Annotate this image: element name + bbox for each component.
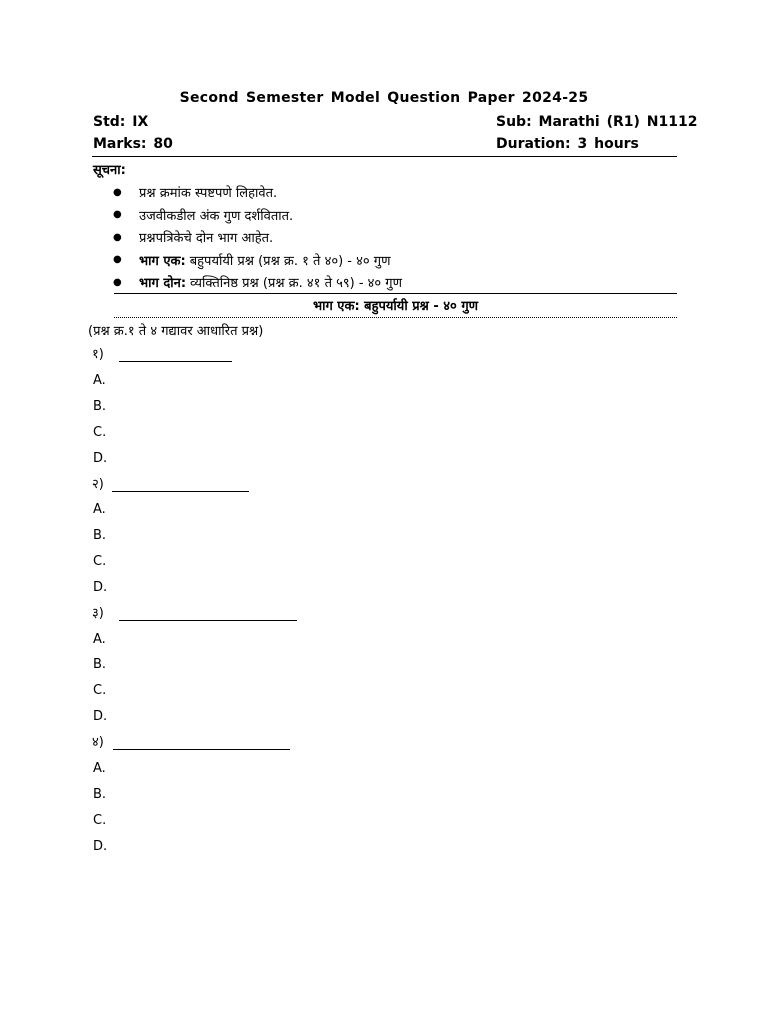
notice-item [113, 181, 402, 204]
question-number-label: १) [92, 347, 104, 362]
option-label: A. [93, 632, 106, 647]
notice-heading: सूचना: [93, 163, 126, 178]
notice-item [113, 271, 402, 294]
answer-blank [113, 749, 290, 750]
bullet-icon: ● [113, 231, 122, 243]
section-title: भाग एक: बहुपर्यायी प्रश्न - ४० गुण [312, 299, 479, 314]
option-label: B. [93, 528, 107, 543]
answer-blank [119, 361, 232, 362]
option-label: A. [93, 761, 106, 776]
option-label: C. [93, 425, 107, 440]
section-top-divider [114, 293, 677, 294]
question-number [92, 346, 104, 364]
option-label: D. [93, 451, 108, 466]
question-number-label: ३) [92, 606, 104, 621]
duration-label: Duration: 3 hours [496, 136, 639, 152]
notice-item-text: उजवीकडील अंक गुण दर्शवितात. [139, 208, 294, 224]
notice-item [113, 249, 402, 272]
question-number-label: २) [92, 477, 104, 492]
header-divider [92, 156, 677, 157]
marks-label: Marks: 80 [93, 136, 173, 152]
question-number [92, 605, 104, 623]
bullet-icon: ● [113, 209, 122, 221]
notice-item-bold: भाग दोन: [139, 276, 187, 292]
passage-note: (प्रश्न क्र.१ ते ४ गद्यावर आधारित प्रश्न) [88, 324, 264, 339]
bullet-icon: ● [113, 186, 122, 198]
notice-list [113, 181, 402, 294]
notice-item-text: बहुपर्यायी प्रश्न (प्रश्न क्र. १ ते ४०) - ४० गुण [189, 253, 391, 269]
answer-blank [112, 491, 249, 492]
option-label: D. [93, 580, 108, 595]
notice-item-text: प्रश्नपत्रिकेचे दोन भाग आहेत. [139, 231, 274, 247]
option-label: D. [93, 839, 108, 854]
option-label: C. [93, 683, 107, 698]
notice-item-text: प्रश्न क्रमांक स्पष्टपणे लिहावेत. [139, 186, 278, 202]
notice-item [113, 226, 402, 249]
section-bottom-divider [114, 317, 677, 318]
option-label: C. [93, 554, 107, 569]
notice-item-text: व्यक्तिनिष्ठ प्रश्न (प्रश्न क्र. ४१ ते ५९) - ४० गुण [190, 276, 403, 292]
question-number-label: ४) [92, 735, 104, 750]
standard-label: Std: IX [93, 114, 149, 130]
notice-item [113, 204, 402, 227]
option-label: B. [93, 787, 107, 802]
question-number [92, 734, 104, 752]
paper-title: Second Semester Model Question Paper 2024-25 [179, 90, 589, 106]
option-label: C. [93, 813, 107, 828]
bullet-icon: ● [113, 276, 122, 288]
option-label: A. [93, 373, 106, 388]
option-label: D. [93, 709, 108, 724]
option-label: B. [93, 399, 107, 414]
answer-blank [119, 620, 297, 621]
notice-item-bold: भाग एक: [139, 253, 186, 269]
subject-label: Sub: Marathi (R1) N1112 [496, 114, 698, 130]
question-number [92, 476, 104, 494]
bullet-icon: ● [113, 254, 122, 266]
option-label: A. [93, 502, 106, 517]
option-label: B. [93, 657, 107, 672]
